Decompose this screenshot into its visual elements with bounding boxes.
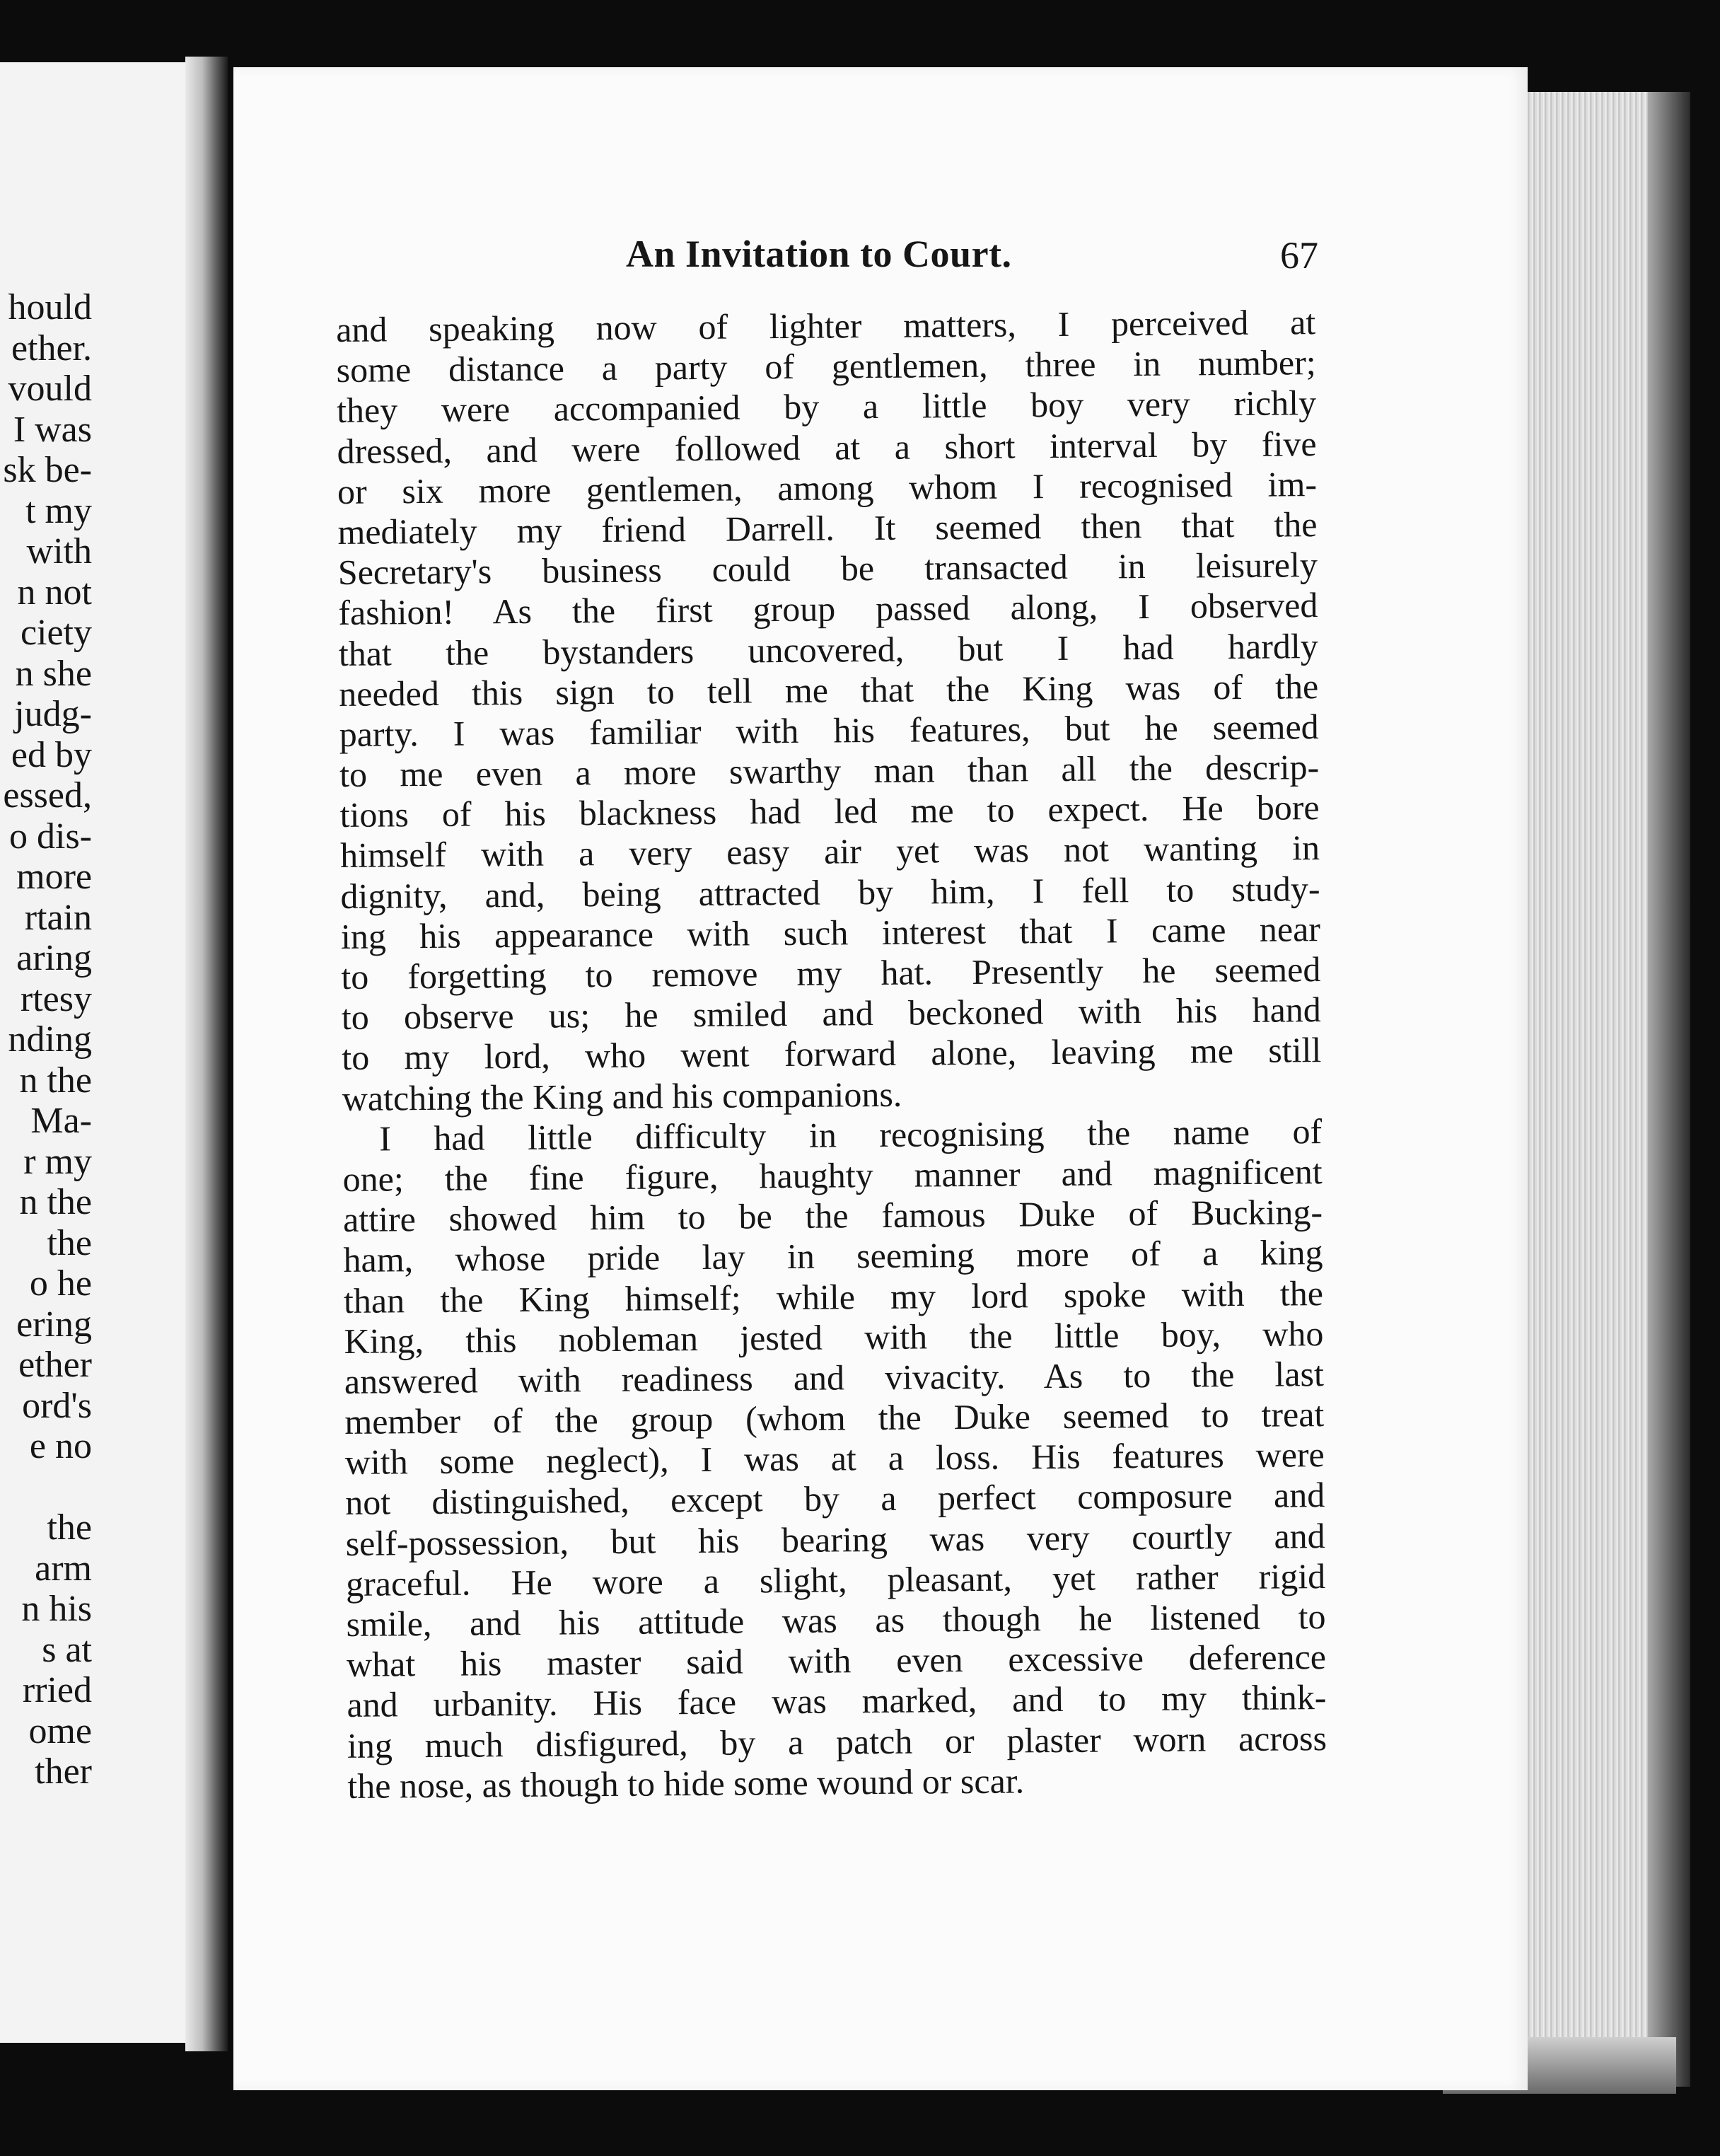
previous-page-line: more	[16, 857, 92, 897]
previous-page-line: aring	[16, 938, 92, 978]
previous-page-line: n his	[21, 1589, 92, 1629]
text-line: fashion! As the first group passed along, I observed	[338, 585, 1318, 633]
text-line: mediately my friend Darrell. It seemed then that the	[337, 504, 1318, 552]
text-line: himself with a very easy air yet was not wanting in	[339, 828, 1320, 876]
previous-page-line: hould	[8, 287, 92, 328]
text-line: ing much disfigured, by a patch or plaster worn across	[347, 1717, 1327, 1766]
previous-page-line: ether.	[11, 328, 92, 369]
previous-page-line: the	[47, 1222, 92, 1263]
text-line: answered with readiness and vivacity. As to the last	[344, 1353, 1325, 1401]
text-line: one; the fine figure, haughty manner and magnificent	[342, 1152, 1323, 1199]
previous-page-line: vould	[8, 369, 92, 409]
text-line: and urbanity. His face was marked, and to my think-	[347, 1677, 1327, 1725]
previous-page-line: I was	[13, 409, 92, 450]
text-line: than the King himself; while my lord spoke with the	[343, 1273, 1324, 1321]
text-line: ing his appearance with such interest that I came near	[340, 908, 1321, 956]
previous-page-line: nding	[8, 1019, 92, 1060]
text-line: tions of his blackness had led me to expect. He bore	[339, 787, 1320, 835]
previous-page-line: r my	[23, 1141, 92, 1182]
previous-page-line: rtain	[24, 897, 92, 938]
text-line: with some neglect), I was at a loss. His features were	[344, 1435, 1325, 1483]
text-line: ham, whose pride lay in seeming more of a king	[343, 1232, 1323, 1280]
previous-page-line: o dis-	[9, 816, 92, 857]
previous-page-line: ciety	[20, 613, 92, 653]
previous-page-line: ether	[18, 1345, 92, 1385]
page-edges-shadow	[1648, 92, 1690, 2087]
text-line: to observe us; he smiled and beckoned with his hand	[341, 990, 1322, 1038]
text-line: dressed, and were followed at a short interval by five	[337, 423, 1317, 471]
previous-page-line: t my	[25, 490, 92, 531]
text-line: dignity, and, being attracted by him, I fell to study-	[340, 868, 1320, 916]
paragraph-end-line: watching the King and his companions.	[342, 1074, 902, 1118]
text-line: what his master said with even excessive deference	[346, 1637, 1327, 1685]
previous-page-line: essed,	[3, 775, 92, 816]
text-line: to forgetting to remove my hat. Presently he seemed	[341, 949, 1321, 997]
paragraph-end-line: the nose, as though to hide some wound or scar.	[347, 1761, 1025, 1806]
previous-page-line: with	[26, 531, 92, 572]
previous-page-line: arm	[35, 1548, 92, 1589]
text-line: that the bystanders uncovered, but I had hardly	[338, 625, 1318, 673]
previous-page-line: the	[47, 1507, 92, 1548]
page-body-text	[336, 302, 1327, 1807]
previous-page	[0, 62, 212, 2043]
paragraph-start-line: I had little difficulty in recognising the name of	[378, 1111, 1323, 1159]
text-line: some distance a party of gentlemen, three in number;	[336, 342, 1316, 390]
text-line: self-possession, but his bearing was very courtly and	[345, 1515, 1325, 1563]
previous-page-line: rried	[22, 1670, 92, 1710]
text-line: party. I was familiar with his features, but he seemed	[339, 706, 1319, 754]
previous-page-line: n the	[19, 1060, 92, 1101]
previous-page-line: n not	[17, 572, 92, 613]
previous-page-line	[3, 1467, 92, 1508]
text-line: and speaking now of lighter matters, I perceived at	[336, 302, 1316, 349]
previous-page-line: judg-	[14, 694, 92, 734]
text-line: Secretary's business could be transacted in leisurely	[337, 545, 1318, 593]
text-line: to me even a more swarthy man than all the descrip-	[339, 747, 1320, 795]
previous-page-line: ed by	[11, 734, 92, 775]
text-line: smile, and his attitude was as though he listened to	[346, 1596, 1326, 1644]
previous-page-line: ord's	[22, 1385, 92, 1426]
previous-page-line: n she	[15, 653, 92, 694]
text-line: attire showed him to be the famous Duke of Bucking-	[342, 1192, 1323, 1240]
previous-page-line: sk be-	[3, 450, 92, 490]
running-title: An Invitation to Court.	[626, 233, 1012, 275]
book-gutter	[185, 57, 228, 2051]
previous-page-line: o he	[29, 1263, 92, 1304]
text-line: King, this nobleman jested with the little boy, who	[344, 1313, 1324, 1361]
previous-page-line: ther	[35, 1751, 92, 1792]
text-line: to my lord, who went forward alone, leaving me still	[342, 1030, 1322, 1078]
text-line: needed this sign to tell me that the King was of the	[339, 666, 1319, 714]
previous-page-line: rtesy	[20, 978, 92, 1019]
previous-page-line: ome	[28, 1710, 92, 1751]
text-line: or six more gentlemen, among whom I recognised im-	[337, 463, 1318, 511]
previous-page-line: ering	[16, 1304, 92, 1345]
previous-page-line: s at	[42, 1629, 92, 1670]
text-line: graceful. He wore a slight, pleasant, yet rather rigid	[345, 1555, 1326, 1604]
text-line: they were accompanied by a little boy very richly	[336, 383, 1317, 431]
previous-page-line: Ma-	[30, 1101, 92, 1141]
page-number: 67	[1280, 234, 1318, 277]
text-line: not distinguished, except by a perfect composure and	[345, 1475, 1325, 1523]
previous-page-text	[3, 287, 92, 1792]
text-line: member of the group (whom the Duke seemed to treat	[344, 1394, 1325, 1442]
previous-page-line: e no	[29, 1426, 92, 1466]
previous-page-line: n the	[19, 1182, 92, 1222]
